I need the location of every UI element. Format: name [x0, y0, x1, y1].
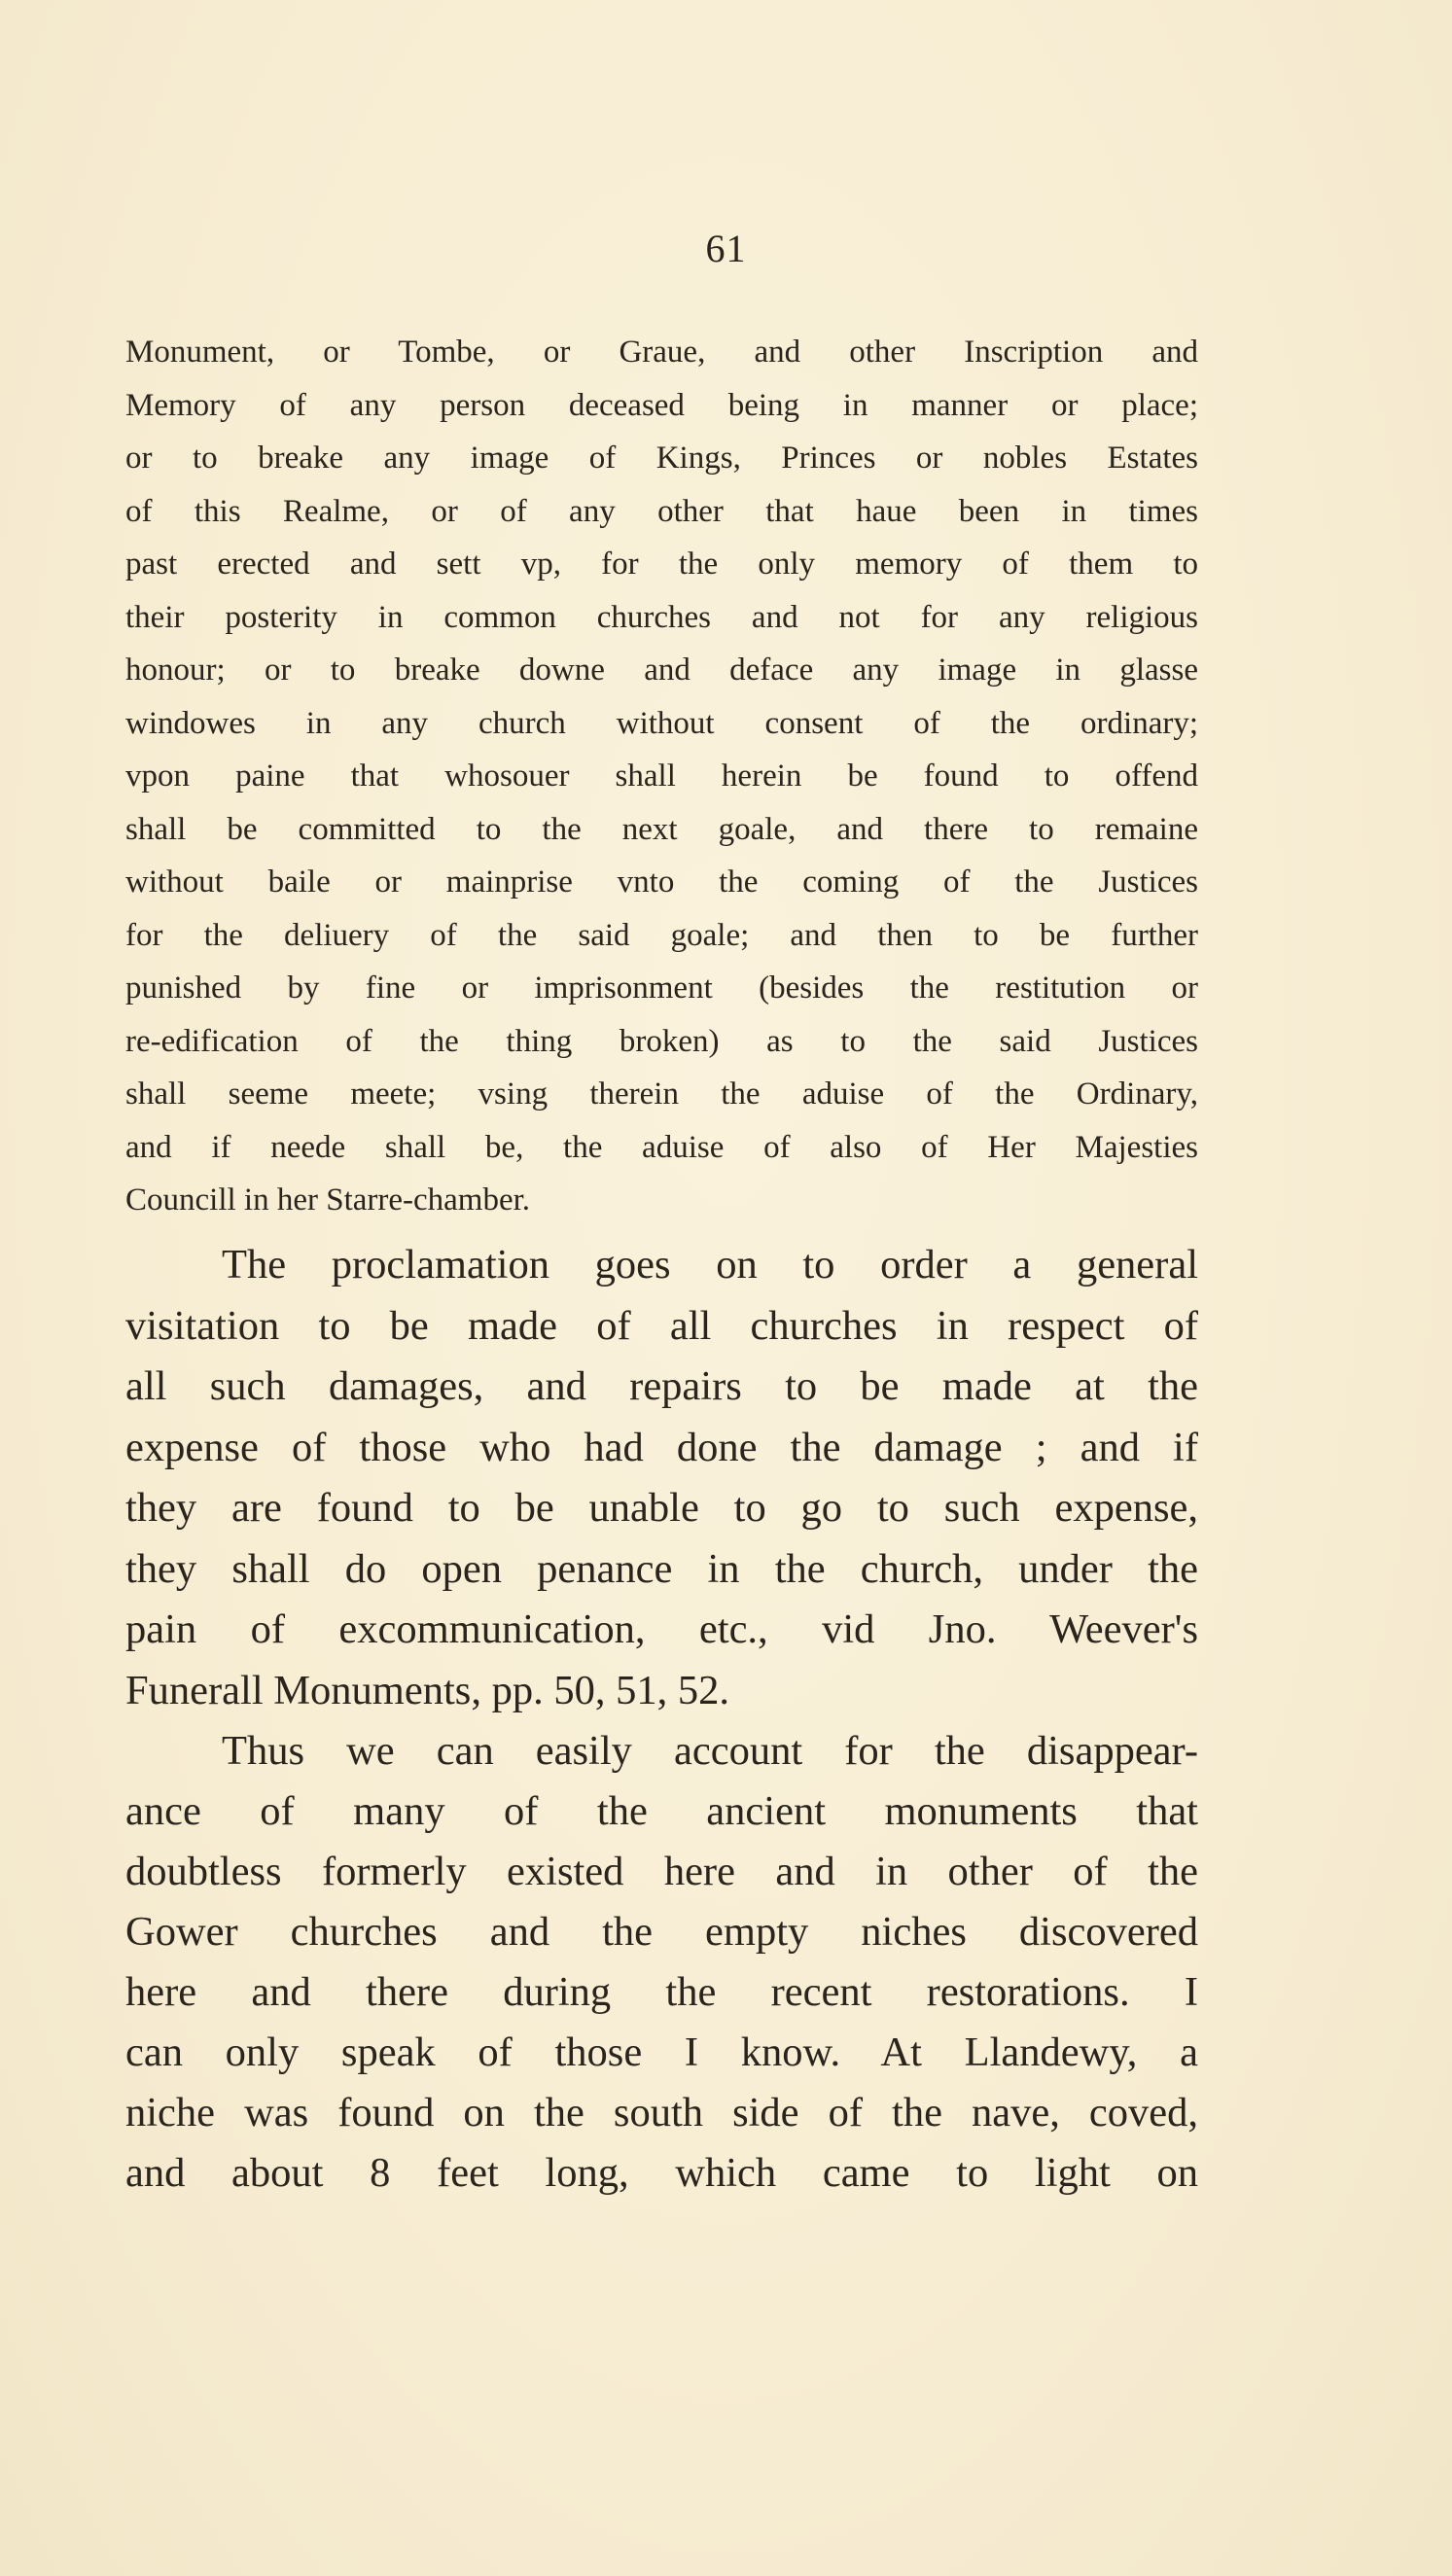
text-line: their posterity in common churches and not for any religious	[125, 599, 1198, 635]
text-line: expense of those who had done the damage ; and if	[125, 1424, 1198, 1470]
text-line: re-edification of the thing broken) as to the said Justices	[125, 1023, 1198, 1059]
text-line: and about 8 feet long, which came to light on	[125, 2150, 1198, 2196]
paragraph-monuments	[125, 1721, 1198, 2204]
text-line: all such damages, and repairs to be made at the	[125, 1363, 1198, 1409]
text-line: here and there during the recent restorations. I	[125, 1969, 1198, 2015]
text-line: without baile or mainprise vnto the coming of the Justices	[125, 865, 1198, 900]
text-line: Councill in her Starre-chamber.	[125, 1182, 531, 1217]
text-line: Monument, or Tombe, or Graue, and other Inscription and	[125, 335, 1198, 370]
text-line: they shall do open penance in the church, under the	[125, 1545, 1198, 1592]
text-line: can only speak of those I know. At Llandewy, a	[125, 2029, 1198, 2075]
text-line: Funerall Monuments, pp. 50, 51, 52.	[125, 1667, 729, 1713]
text-line: or to breake any image of Kings, Princes or nobles Estates	[125, 441, 1198, 476]
text-line: vpon paine that whosouer shall herein be found to offend	[125, 759, 1198, 794]
text-line: windowes in any church without consent of the ordinary;	[125, 705, 1198, 741]
text-line: niche was found on the south side of the nave, coved,	[125, 2090, 1198, 2135]
text-line: ance of many of the ancient monuments that	[125, 1788, 1198, 1834]
text-line: Memory of any person deceased being in manner or place;	[125, 387, 1198, 423]
text-line: doubtless formerly existed here and in other of the	[125, 1849, 1198, 1894]
text-line: Thus we can easily account for the disappear-	[222, 1728, 1198, 1774]
page-number: 61	[705, 227, 747, 270]
text-line: past erected and sett vp, for the only memory of them to	[125, 547, 1198, 582]
text-line: honour; or to breake downe and deface any image in glasse	[125, 653, 1198, 688]
text-line: punished by fine or imprisonment (besides the restitution or	[125, 970, 1198, 1006]
text-line: pain of excommunication, etc., vid Jno. Weever's	[125, 1606, 1198, 1652]
text-line: visitation to be made of all churches in respect of	[125, 1302, 1198, 1349]
text-line: and if neede shall be, the aduise of also of Her Majesties	[125, 1129, 1198, 1165]
text-line: shall seeme meete; vsing therein the aduise of the Ordinary,	[125, 1076, 1198, 1112]
text-line: of this Realme, or of any other that haue been in times	[125, 493, 1198, 529]
text-line: for the deliuery of the said goale; and then to be further	[125, 917, 1198, 953]
text-line: Gower churches and the empty niches discovered	[125, 1909, 1198, 1955]
text-line: they are found to be unable to go to such expense,	[125, 1485, 1198, 1531]
text-line: shall be committed to the next goale, and there to remaine	[125, 811, 1198, 847]
quoted-proclamation-text	[125, 326, 1198, 1227]
text-line: The proclamation goes on to order a general	[222, 1242, 1198, 1288]
paragraph-proclamation	[125, 1235, 1198, 1721]
